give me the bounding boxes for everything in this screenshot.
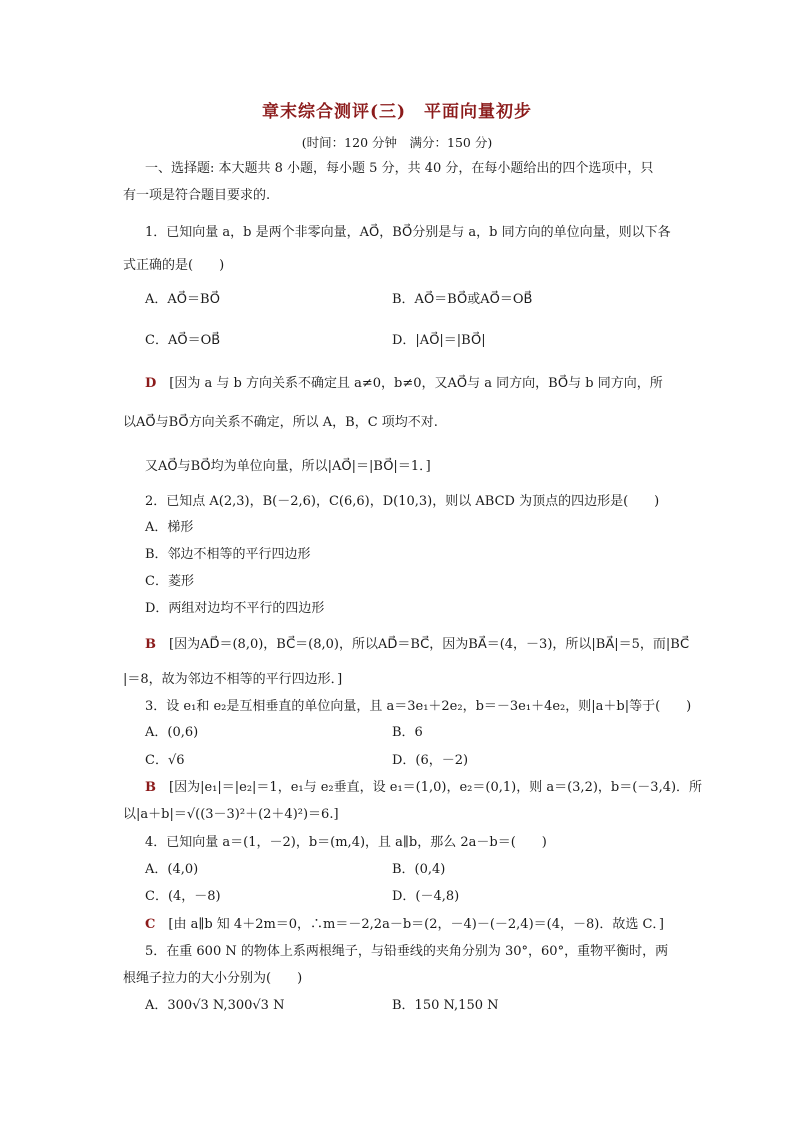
- page-subtitle: (时间：120 分钟 满分：150 分): [301, 135, 493, 150]
- q1-option-c: C．AO⃗＝OB⃗: [145, 333, 221, 348]
- q3-option-b: B．6: [392, 725, 423, 740]
- q1-stem: 1．已知向量 a，b 是两个非零向量，AO⃗，BO⃗分别是与 a，b 同方向的单位向量，则以下各: [145, 225, 671, 240]
- q4-explanation: C [由 a∥b 知 4＋2m＝0，∴m＝－2,2a－b＝(2，－4)－(－2,4)＝(4，－8)．故选 C．]: [145, 917, 664, 932]
- q3-answer: B: [145, 780, 156, 795]
- q3-stem: 3．设 e₁和 e₂是互相垂直的单位向量，且 a＝3e₁＋2e₂，b＝－3e₁＋4e₂，则|a＋b|等于( ): [145, 699, 692, 714]
- q1-explanation-end: 又AO⃗与BO⃗均为单位向量，所以|AO⃗|＝|BO⃗|＝1．]: [145, 459, 431, 474]
- q5-stem: 5．在重 600 N 的物体上系两根绳子，与铅垂线的夹角分别为 30°，60°，重物平衡时，两: [145, 944, 669, 959]
- q2-option-c: C．菱形: [145, 574, 194, 589]
- q2-option-b: B．邻边不相等的平行四边形: [145, 547, 311, 562]
- q1-option-d: D．|AO⃗|＝|BO⃗|: [392, 333, 486, 348]
- q3-explanation-cont: 以|a＋b|＝√((3－3)²＋(2＋4)²)＝6.]: [123, 807, 339, 822]
- q1-option-a: A．AO⃗＝BO⃗: [145, 292, 221, 307]
- q2-stem: 2．已知点 A(2,3)，B(－2,6)，C(6,6)，D(10,3)，则以 ABCD 为顶点的四边形是( ): [145, 494, 660, 509]
- q3-option-a: A．(0,6): [145, 725, 199, 740]
- q4-answer: C: [145, 917, 156, 932]
- q5-option-a: A．300√3 N,300√3 N: [145, 998, 285, 1013]
- q4-stem: 4．已知向量 a＝(1，－2)，b＝(m,4)，且 a∥b，那么 2a－b＝( ): [145, 835, 547, 850]
- q4-option-b: B．(0,4): [392, 862, 446, 877]
- q3-option-d: D．(6，－2): [392, 753, 469, 768]
- q2-explanation: B [因为AD⃗＝(8,0)，BC⃗＝(8,0)，所以AD⃗＝BC⃗，因为BA⃗＝(4，－3)，所以|BA⃗|＝5，而|BC⃗: [145, 637, 690, 652]
- q5-stem-cont: 根绳子拉力的大小分别为( ): [123, 971, 303, 986]
- section-intro: 一、选择题: 本大题共 8 小题，每小题 5 分，共 40 分，在每小题给出的四个选项中，只: [145, 161, 654, 176]
- q3-option-c: C．√6: [145, 753, 185, 768]
- q1-explanation-cont: 以AO⃗与BO⃗方向关系不确定，所以 A，B，C 项均不对.: [123, 415, 438, 430]
- q4-option-c: C．(4，－8): [145, 889, 221, 904]
- q1-answer: D: [145, 376, 157, 391]
- q3-explanation: B [因为|e₁|＝|e₂|＝1，e₁与 e₂垂直，设 e₁＝(1,0)，e₂＝(0,1)，则 a＝(3,2)，b＝(－3,4)．所: [145, 780, 703, 795]
- q1-explanation: D [因为 a 与 b 方向关系不确定且 a≠0，b≠0，又AO⃗与 a 同方向，BO⃗与 b 同方向，所: [145, 376, 663, 391]
- section-intro-cont: 有一项是符合题目要求的.: [123, 188, 271, 203]
- q1-stem-cont: 式正确的是( ): [123, 258, 225, 273]
- q5-option-b: B．150 N,150 N: [392, 998, 499, 1013]
- q2-answer: B: [145, 637, 156, 652]
- q2-option-a: A．梯形: [145, 520, 194, 535]
- q2-explanation-cont: |＝8，故为邻边不相等的平行四边形．]: [123, 672, 343, 687]
- page-title: 章末综合测评(三) 平面向量初步: [261, 102, 533, 122]
- q4-option-d: D．(－4,8): [392, 889, 460, 904]
- q2-option-d: D．两组对边均不平行的四边形: [145, 601, 325, 616]
- q4-option-a: A．(4,0): [145, 862, 199, 877]
- q1-option-b: B．AO⃗＝BO⃗或AO⃗＝OB⃗: [392, 292, 533, 307]
